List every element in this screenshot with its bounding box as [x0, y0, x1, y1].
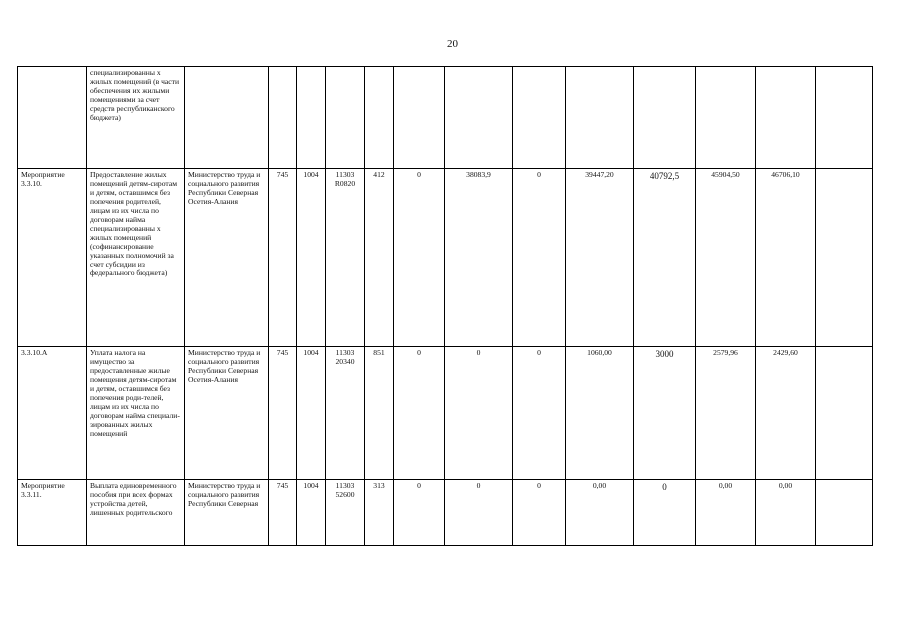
code-target-cell — [326, 67, 365, 169]
value-cell — [816, 347, 873, 480]
value-cell: 3000 — [634, 347, 696, 480]
value-cell — [513, 67, 566, 169]
value-cell: 0 — [394, 480, 445, 546]
code-grbs-cell — [269, 67, 297, 169]
executor-cell: Министерство труда и социального развития Республики Северная Осетия-Алания — [185, 347, 269, 480]
table-row — [18, 347, 873, 480]
measure-name-cell: специализированны х жилых помещений (в части обеспечения их жилыми помещениями за счет средств республиканского бюджета) — [87, 67, 185, 169]
table-row — [18, 169, 873, 347]
page-number: 20 — [447, 38, 458, 50]
value-cell: 0,00 — [696, 480, 756, 546]
value-cell — [816, 67, 873, 169]
code-type-cell: 313 — [365, 480, 394, 546]
value-cell: 38083,9 — [445, 169, 513, 347]
value-cell: 2429,60 — [756, 347, 816, 480]
table-row — [18, 67, 873, 169]
code-grbs-cell: 745 — [269, 347, 297, 480]
value-cell: 39447,20 — [566, 169, 634, 347]
value-cell — [445, 67, 513, 169]
measure-name-cell: Уплата налога на имущество за предоставленные жилые помещения детям-сиротам и детям, оставшимся без попечения роди-телей, лицам из их числа по договорам найма специали-зированных жилых помещений — [87, 347, 185, 480]
value-cell — [696, 67, 756, 169]
measure-id-cell: 3.3.10.A — [18, 347, 87, 480]
measure-id-cell: Мероприятие 3.3.10. — [18, 169, 87, 347]
budget-table — [17, 66, 873, 546]
code-grbs-cell: 745 — [269, 169, 297, 347]
code-section-cell: 1004 — [297, 347, 326, 480]
code-target-cell: 11303 20340 — [326, 347, 365, 480]
code-type-cell — [365, 67, 394, 169]
value-cell: 2579,96 — [696, 347, 756, 480]
value-cell: 40792,5 — [634, 169, 696, 347]
executor-cell: Министерство труда и социального развития Республики Северная Осетия-Алания — [185, 169, 269, 347]
value-cell: 1060,00 — [566, 347, 634, 480]
code-target-cell: 11303 52600 — [326, 480, 365, 546]
table-row — [18, 480, 873, 546]
value-cell: 0 — [634, 480, 696, 546]
value-cell: 0 — [445, 347, 513, 480]
code-section-cell: 1004 — [297, 480, 326, 546]
value-cell: 45904,50 — [696, 169, 756, 347]
value-cell: 0,00 — [756, 480, 816, 546]
measure-name-cell: Выплата единовременного пособия при всех формах устройства детей, лишенных родительского — [87, 480, 185, 546]
value-cell: 46706,10 — [756, 169, 816, 347]
value-cell — [756, 67, 816, 169]
measure-name-cell: Предоставление жилых помещений детям-сиротам и детям, оставшимся без попечения родителей, лицам из их числа по договорам найма специализированны х жилых помещений (софинансирование указанных полномочий за счет субсидии из федерального бюджета) — [87, 169, 185, 347]
code-grbs-cell: 745 — [269, 480, 297, 546]
value-cell — [634, 67, 696, 169]
value-cell: 0 — [513, 480, 566, 546]
value-cell — [566, 67, 634, 169]
code-section-cell — [297, 67, 326, 169]
value-cell — [816, 480, 873, 546]
executor-cell: Министерство труда и социального развития Республики Северная — [185, 480, 269, 546]
measure-id-cell: Мероприятие 3.3.11. — [18, 480, 87, 546]
code-target-cell: 11303 R0820 — [326, 169, 365, 347]
value-cell: 0 — [445, 480, 513, 546]
code-section-cell: 1004 — [297, 169, 326, 347]
executor-cell — [185, 67, 269, 169]
code-type-cell: 412 — [365, 169, 394, 347]
value-cell: 0 — [394, 169, 445, 347]
code-type-cell: 851 — [365, 347, 394, 480]
measure-id-cell — [18, 67, 87, 169]
value-cell: 0,00 — [566, 480, 634, 546]
value-cell — [394, 67, 445, 169]
value-cell: 0 — [513, 347, 566, 480]
value-cell — [816, 169, 873, 347]
value-cell: 0 — [394, 347, 445, 480]
value-cell: 0 — [513, 169, 566, 347]
